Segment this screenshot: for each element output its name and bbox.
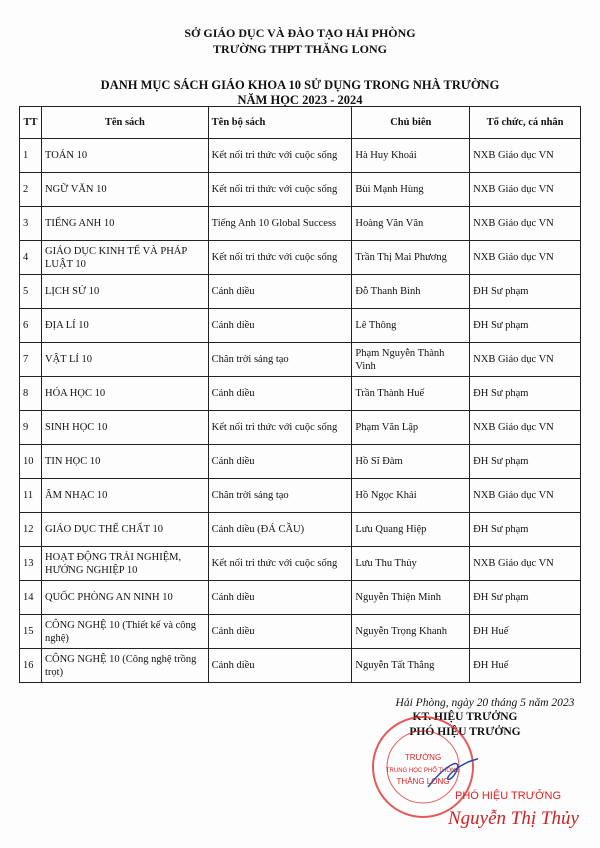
book-name: QUỐC PHÒNG AN NINH 10 — [41, 581, 208, 615]
row-number: 14 — [20, 581, 42, 615]
book-series: Chân trời sáng tạo — [208, 343, 352, 377]
editor: Phạm Văn Lập — [352, 411, 470, 445]
table-row — [20, 275, 581, 309]
publisher: NXB Giáo dục VN — [470, 207, 581, 241]
publisher: ĐH Huế — [470, 649, 581, 683]
on-behalf-title: KT. HIỆU TRƯỞNG — [412, 711, 518, 723]
book-name: TIN HỌC 10 — [41, 445, 208, 479]
editor: Nguyễn Tất Thắng — [352, 649, 470, 683]
table-row — [20, 615, 581, 649]
school-year: NĂM HỌC 2023 - 2024 — [237, 93, 363, 107]
book-series: Cánh diều (ĐÁ CẦU) — [208, 513, 352, 547]
row-number: 16 — [20, 649, 42, 683]
document-title: DANH MỤC SÁCH GIÁO KHOA 10 SỬ DỤNG TRONG NHÀ TRƯỜNG — [100, 78, 500, 92]
publisher: ĐH Sư phạm — [470, 275, 581, 309]
editor: Nguyễn Thiện Minh — [352, 581, 470, 615]
book-name: TIẾNG ANH 10 — [41, 207, 208, 241]
book-name: CÔNG NGHỆ 10 (Công nghệ trồng trọt) — [41, 649, 208, 683]
table-row — [20, 241, 581, 275]
editor: Đỗ Thanh Bình — [352, 275, 470, 309]
department-name: SỞ GIÁO DỤC VÀ ĐÀO TẠO HẢI PHÒNG — [184, 26, 416, 40]
book-series: Cánh diều — [208, 581, 352, 615]
table-row — [20, 547, 581, 581]
book-series: Kết nối tri thức với cuộc sống — [208, 547, 352, 581]
editor: Hà Huy Khoái — [352, 139, 470, 173]
signer-position: PHÓ HIỆU TRƯỞNG — [409, 726, 521, 738]
table-row — [20, 377, 581, 411]
table-row — [20, 411, 581, 445]
publisher: NXB Giáo dục VN — [470, 241, 581, 275]
publisher: NXB Giáo dục VN — [470, 479, 581, 513]
col-book-name: Tên sách — [41, 107, 208, 139]
stamp-title: PHÓ HIỆU TRƯỞNG — [455, 790, 562, 802]
table-row — [20, 139, 581, 173]
table-row — [20, 479, 581, 513]
table-row — [20, 343, 581, 377]
row-number: 7 — [20, 343, 42, 377]
editor: Bùi Mạnh Hùng — [352, 173, 470, 207]
book-name: GIÁO DỤC THỂ CHẤT 10 — [41, 513, 208, 547]
row-number: 3 — [20, 207, 42, 241]
col-book-series: Tên bộ sách — [208, 107, 352, 139]
book-series: Kết nối tri thức với cuộc sống — [208, 411, 352, 445]
book-name: HÓA HỌC 10 — [41, 377, 208, 411]
table-row — [20, 173, 581, 207]
book-series: Cánh diều — [208, 275, 352, 309]
book-series: Cánh diều — [208, 377, 352, 411]
table-header — [20, 107, 581, 139]
publisher: ĐH Sư phạm — [470, 377, 581, 411]
row-number: 8 — [20, 377, 42, 411]
publisher: ĐH Sư phạm — [470, 309, 581, 343]
publisher: NXB Giáo dục VN — [470, 547, 581, 581]
publisher: NXB Giáo dục VN — [470, 343, 581, 377]
editor: Trần Thị Mai Phương — [352, 241, 470, 275]
book-series: Cánh diều — [208, 309, 352, 343]
book-name: NGỮ VĂN 10 — [41, 173, 208, 207]
table-row — [20, 581, 581, 615]
table-row — [20, 649, 581, 683]
book-series: Tiếng Anh 10 Global Success — [208, 207, 352, 241]
table-row — [20, 309, 581, 343]
book-series: Kết nối tri thức với cuộc sống — [208, 139, 352, 173]
publisher: NXB Giáo dục VN — [470, 173, 581, 207]
school-stamp-icon — [368, 712, 478, 822]
book-series: Kết nối tri thức với cuộc sống — [208, 241, 352, 275]
editor: Hồ Ngọc Khải — [352, 479, 470, 513]
table-row — [20, 207, 581, 241]
row-number: 9 — [20, 411, 42, 445]
row-number: 6 — [20, 309, 42, 343]
publisher: NXB Giáo dục VN — [470, 139, 581, 173]
row-number: 5 — [20, 275, 42, 309]
row-number: 11 — [20, 479, 42, 513]
book-series: Cánh diều — [208, 615, 352, 649]
table-row — [20, 513, 581, 547]
book-series: Kết nối tri thức với cuộc sống — [208, 173, 352, 207]
textbook-table — [19, 106, 581, 683]
book-name: VẬT LÍ 10 — [41, 343, 208, 377]
publisher: ĐH Huế — [470, 615, 581, 649]
col-publisher: Tổ chức, cá nhân — [470, 107, 581, 139]
svg-text:THĂNG LONG: THĂNG LONG — [396, 777, 450, 786]
book-series: Cánh diều — [208, 445, 352, 479]
book-name: CÔNG NGHỆ 10 (Thiết kế và công nghệ) — [41, 615, 208, 649]
publisher: ĐH Sư phạm — [470, 445, 581, 479]
row-number: 1 — [20, 139, 42, 173]
editor: Lê Thông — [352, 309, 470, 343]
row-number: 13 — [20, 547, 42, 581]
editor: Hoàng Văn Vân — [352, 207, 470, 241]
publisher: NXB Giáo dục VN — [470, 411, 581, 445]
signer-name: Nguyễn Thị Thủy — [448, 808, 579, 829]
book-name: HOẠT ĐỘNG TRẢI NGHIỆM, HƯỚNG NGHIỆP 10 — [41, 547, 208, 581]
row-number: 2 — [20, 173, 42, 207]
book-name: TOÁN 10 — [41, 139, 208, 173]
editor: Trần Thành Huế — [352, 377, 470, 411]
row-number: 10 — [20, 445, 42, 479]
row-number: 15 — [20, 615, 42, 649]
publisher: ĐH Sư phạm — [470, 513, 581, 547]
row-number: 4 — [20, 241, 42, 275]
school-name: TRƯỜNG THPT THĂNG LONG — [213, 42, 387, 56]
editor: Lưu Thu Thủy — [352, 547, 470, 581]
book-series: Chân trời sáng tạo — [208, 479, 352, 513]
col-tt: TT — [20, 107, 42, 139]
editor: Phạm Nguyễn Thành Vinh — [352, 343, 470, 377]
svg-text:TRUNG HỌC PHỔ THÔNG: TRUNG HỌC PHỔ THÔNG — [385, 768, 461, 774]
book-name: ÂM NHẠC 10 — [41, 479, 208, 513]
book-name: GIÁO DỤC KINH TẾ VÀ PHÁP LUẬT 10 — [41, 241, 208, 275]
signature-date: Hải Phòng, ngày 20 tháng 5 năm 2023 — [395, 697, 575, 709]
row-number: 12 — [20, 513, 42, 547]
book-name: SINH HỌC 10 — [41, 411, 208, 445]
book-series: Cánh diều — [208, 649, 352, 683]
editor: Nguyễn Trọng Khanh — [352, 615, 470, 649]
col-editor: Chủ biên — [352, 107, 470, 139]
editor: Lưu Quang Hiệp — [352, 513, 470, 547]
publisher: ĐH Sư phạm — [470, 581, 581, 615]
table-row — [20, 445, 581, 479]
editor: Hồ Sĩ Đàm — [352, 445, 470, 479]
svg-text:TRƯỜNG: TRƯỜNG — [404, 753, 442, 762]
book-name: ĐỊA LÍ 10 — [41, 309, 208, 343]
book-name: LỊCH SỬ 10 — [41, 275, 208, 309]
